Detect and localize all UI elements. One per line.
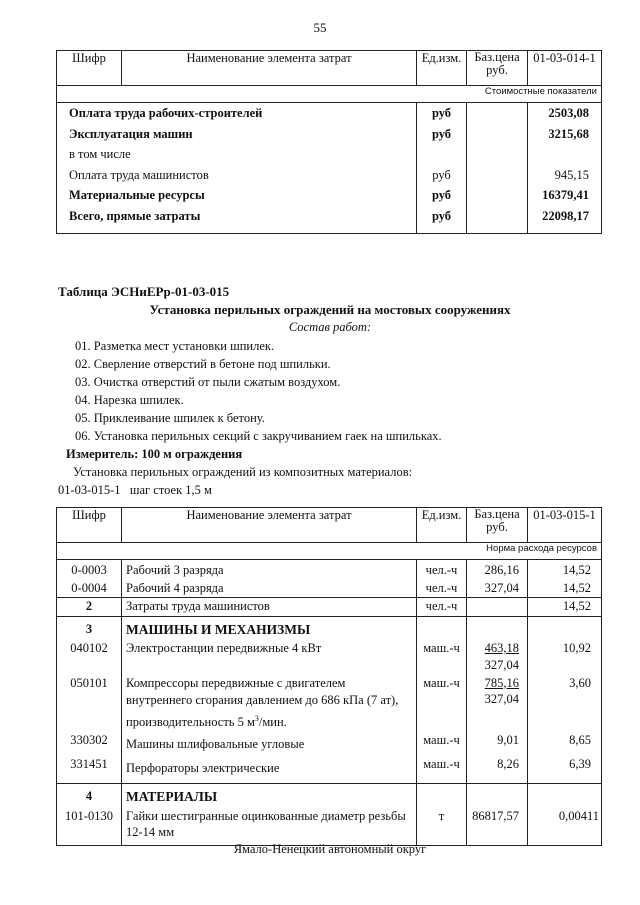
row-name: 12-14 мм xyxy=(126,825,175,840)
work-item: 03. Очистка отверстий от пыли сжатым воздухом. xyxy=(75,375,341,389)
row-value: 10,92 xyxy=(562,641,591,655)
section-row-machines xyxy=(57,616,602,784)
header-unit: Ед.изм. xyxy=(417,51,467,86)
row-name: Перфораторы электрические xyxy=(126,760,280,775)
row-unit: чел.-ч xyxy=(425,580,458,595)
row-unit: руб xyxy=(431,106,452,120)
header-rate-code: 01-03-015-1 xyxy=(528,508,602,543)
work-item: 04. Нарезка шпилек. xyxy=(75,393,184,407)
row-unit: т xyxy=(438,808,445,823)
resource-norms-table xyxy=(56,507,602,846)
row-name: Компрессоры передвижные с двигателем xyxy=(126,675,346,690)
section-heading: Установка перильных ограждений на мостовых сооружениях xyxy=(149,302,511,317)
row-value: 2503,08 xyxy=(548,106,589,120)
row-price: 327,04 xyxy=(484,580,519,595)
variant-label: 01-03-015-1 шаг стоек 1,5 м xyxy=(58,483,212,497)
header-base-price: Баз.цена руб. xyxy=(467,508,528,543)
row-price-secondary: 327,04 xyxy=(484,657,519,672)
row-value: 0,00411 xyxy=(558,808,599,823)
subheader-row xyxy=(57,543,602,560)
row-price-secondary: 327,04 xyxy=(484,692,519,706)
row-code: 2 xyxy=(57,598,122,617)
table-row xyxy=(57,560,602,598)
subheader-label: Стоимостные показатели xyxy=(57,86,602,103)
meter-label: Измеритель: 100 м ограждения xyxy=(66,447,243,461)
header-name: Наименование элемента затрат xyxy=(122,508,417,543)
table-header-row xyxy=(57,508,602,543)
cost-indicators-table xyxy=(56,50,602,234)
header-name: Наименование элемента затрат xyxy=(122,51,417,86)
table-row xyxy=(57,598,602,617)
row-unit: маш.-ч xyxy=(423,641,460,655)
work-composition-label: Состав работ: xyxy=(288,320,372,334)
header-code: Шифр xyxy=(57,51,122,86)
work-item: 01. Разметка мест установки шпилек. xyxy=(75,339,275,353)
row-unit: руб xyxy=(431,126,452,141)
row-name: внутреннего сгорания давлением до 686 кПа (7 ат), xyxy=(126,693,399,707)
row-code: 331451 xyxy=(70,756,108,771)
work-item: 05. Приклеивание шпилек к бетону. xyxy=(75,411,265,425)
row-price: 463,18 xyxy=(484,641,519,655)
row-value: 16379,41 xyxy=(542,188,589,202)
row-code: 101-0130 xyxy=(65,808,113,823)
row-value: 8,65 xyxy=(569,733,591,747)
row-name: Оплата труда рабочих-строителей xyxy=(69,106,263,120)
page-number: 55 xyxy=(313,20,327,35)
superscript: 3 xyxy=(254,713,259,723)
table-row xyxy=(57,103,602,234)
table-header-row xyxy=(57,51,602,86)
row-unit: руб xyxy=(431,208,452,223)
row-name: Рабочий 4 разряда xyxy=(126,580,224,595)
header-rate-code: 01-03-014-1 xyxy=(528,51,602,86)
row-code: 0-0003 xyxy=(71,563,107,577)
section-title: МАТЕРИАЛЫ xyxy=(126,789,218,805)
header-code: Шифр xyxy=(57,508,122,543)
row-value: 3215,68 xyxy=(548,126,589,141)
row-name: Материальные ресурсы xyxy=(69,188,205,202)
row-code: 330302 xyxy=(70,733,108,747)
row-price: 9,01 xyxy=(497,733,519,747)
header-base-price: Баз.цена руб. xyxy=(467,51,528,86)
header-unit: Ед.изм. xyxy=(417,508,467,543)
row-name: Оплата труда машинистов xyxy=(69,167,209,182)
row-name: /мин. xyxy=(258,714,287,729)
subheader-row xyxy=(57,86,602,103)
row-unit: руб xyxy=(431,188,452,202)
row-name: Электростанции передвижные 4 кВт xyxy=(126,641,322,655)
row-name: Всего, прямые затраты xyxy=(69,208,201,223)
section-title: МАШИНЫ И МЕХАНИЗМЫ xyxy=(126,621,311,637)
row-unit: маш.-ч xyxy=(423,675,460,690)
row-value: 6,39 xyxy=(569,756,591,771)
row-code: 0-0004 xyxy=(71,580,107,595)
row-name: Машины шлифовальные угловые xyxy=(126,737,305,752)
row-price: 8,26 xyxy=(497,756,519,771)
row-name: в том числе xyxy=(69,147,131,161)
row-code: 050101 xyxy=(70,675,108,690)
section-row-materials xyxy=(57,784,602,846)
row-price: 286,16 xyxy=(484,563,519,577)
work-item: 02. Сверление отверстий в бетоне под шпильки. xyxy=(75,357,331,371)
row-value: 3,60 xyxy=(569,675,591,690)
work-item: 06. Установка перильных секций с закручиванием гаек на шпильках. xyxy=(75,429,442,443)
row-name: производительность 5 м xyxy=(126,714,255,729)
row-unit: руб xyxy=(432,167,451,182)
row-price: 86817,57 xyxy=(472,808,519,823)
table-title: Таблица ЭСНиЕРр-01-03-015 xyxy=(58,284,230,299)
row-unit: чел.-ч xyxy=(417,598,467,617)
row-price: 785,16 xyxy=(484,675,519,690)
footer-region: Ямало-Ненецкий автономный округ xyxy=(233,842,427,856)
row-value: 14,52 xyxy=(562,580,591,595)
section-code: 3 xyxy=(85,621,93,636)
row-name: Эксплуатация машин xyxy=(69,126,193,141)
row-value: 14,52 xyxy=(562,563,591,577)
row-name: Гайки шестигранные оцинкованные диаметр резьбы xyxy=(126,808,406,823)
row-unit: маш.-ч xyxy=(423,756,460,771)
row-name: Рабочий 3 разряда xyxy=(126,563,224,577)
row-value: 14,52 xyxy=(528,598,602,617)
section-code: 4 xyxy=(85,789,93,804)
subheader-label: Норма расхода ресурсов xyxy=(57,543,602,560)
row-unit: чел.-ч xyxy=(425,563,458,577)
row-value: 945,15 xyxy=(554,167,589,182)
row-value: 22098,17 xyxy=(542,208,589,223)
row-name: Затраты труда машинистов xyxy=(122,598,417,617)
row-code: 040102 xyxy=(70,641,108,655)
description: Установка перильных ограждений из композитных материалов: xyxy=(73,465,413,479)
row-unit: маш.-ч xyxy=(423,733,460,747)
